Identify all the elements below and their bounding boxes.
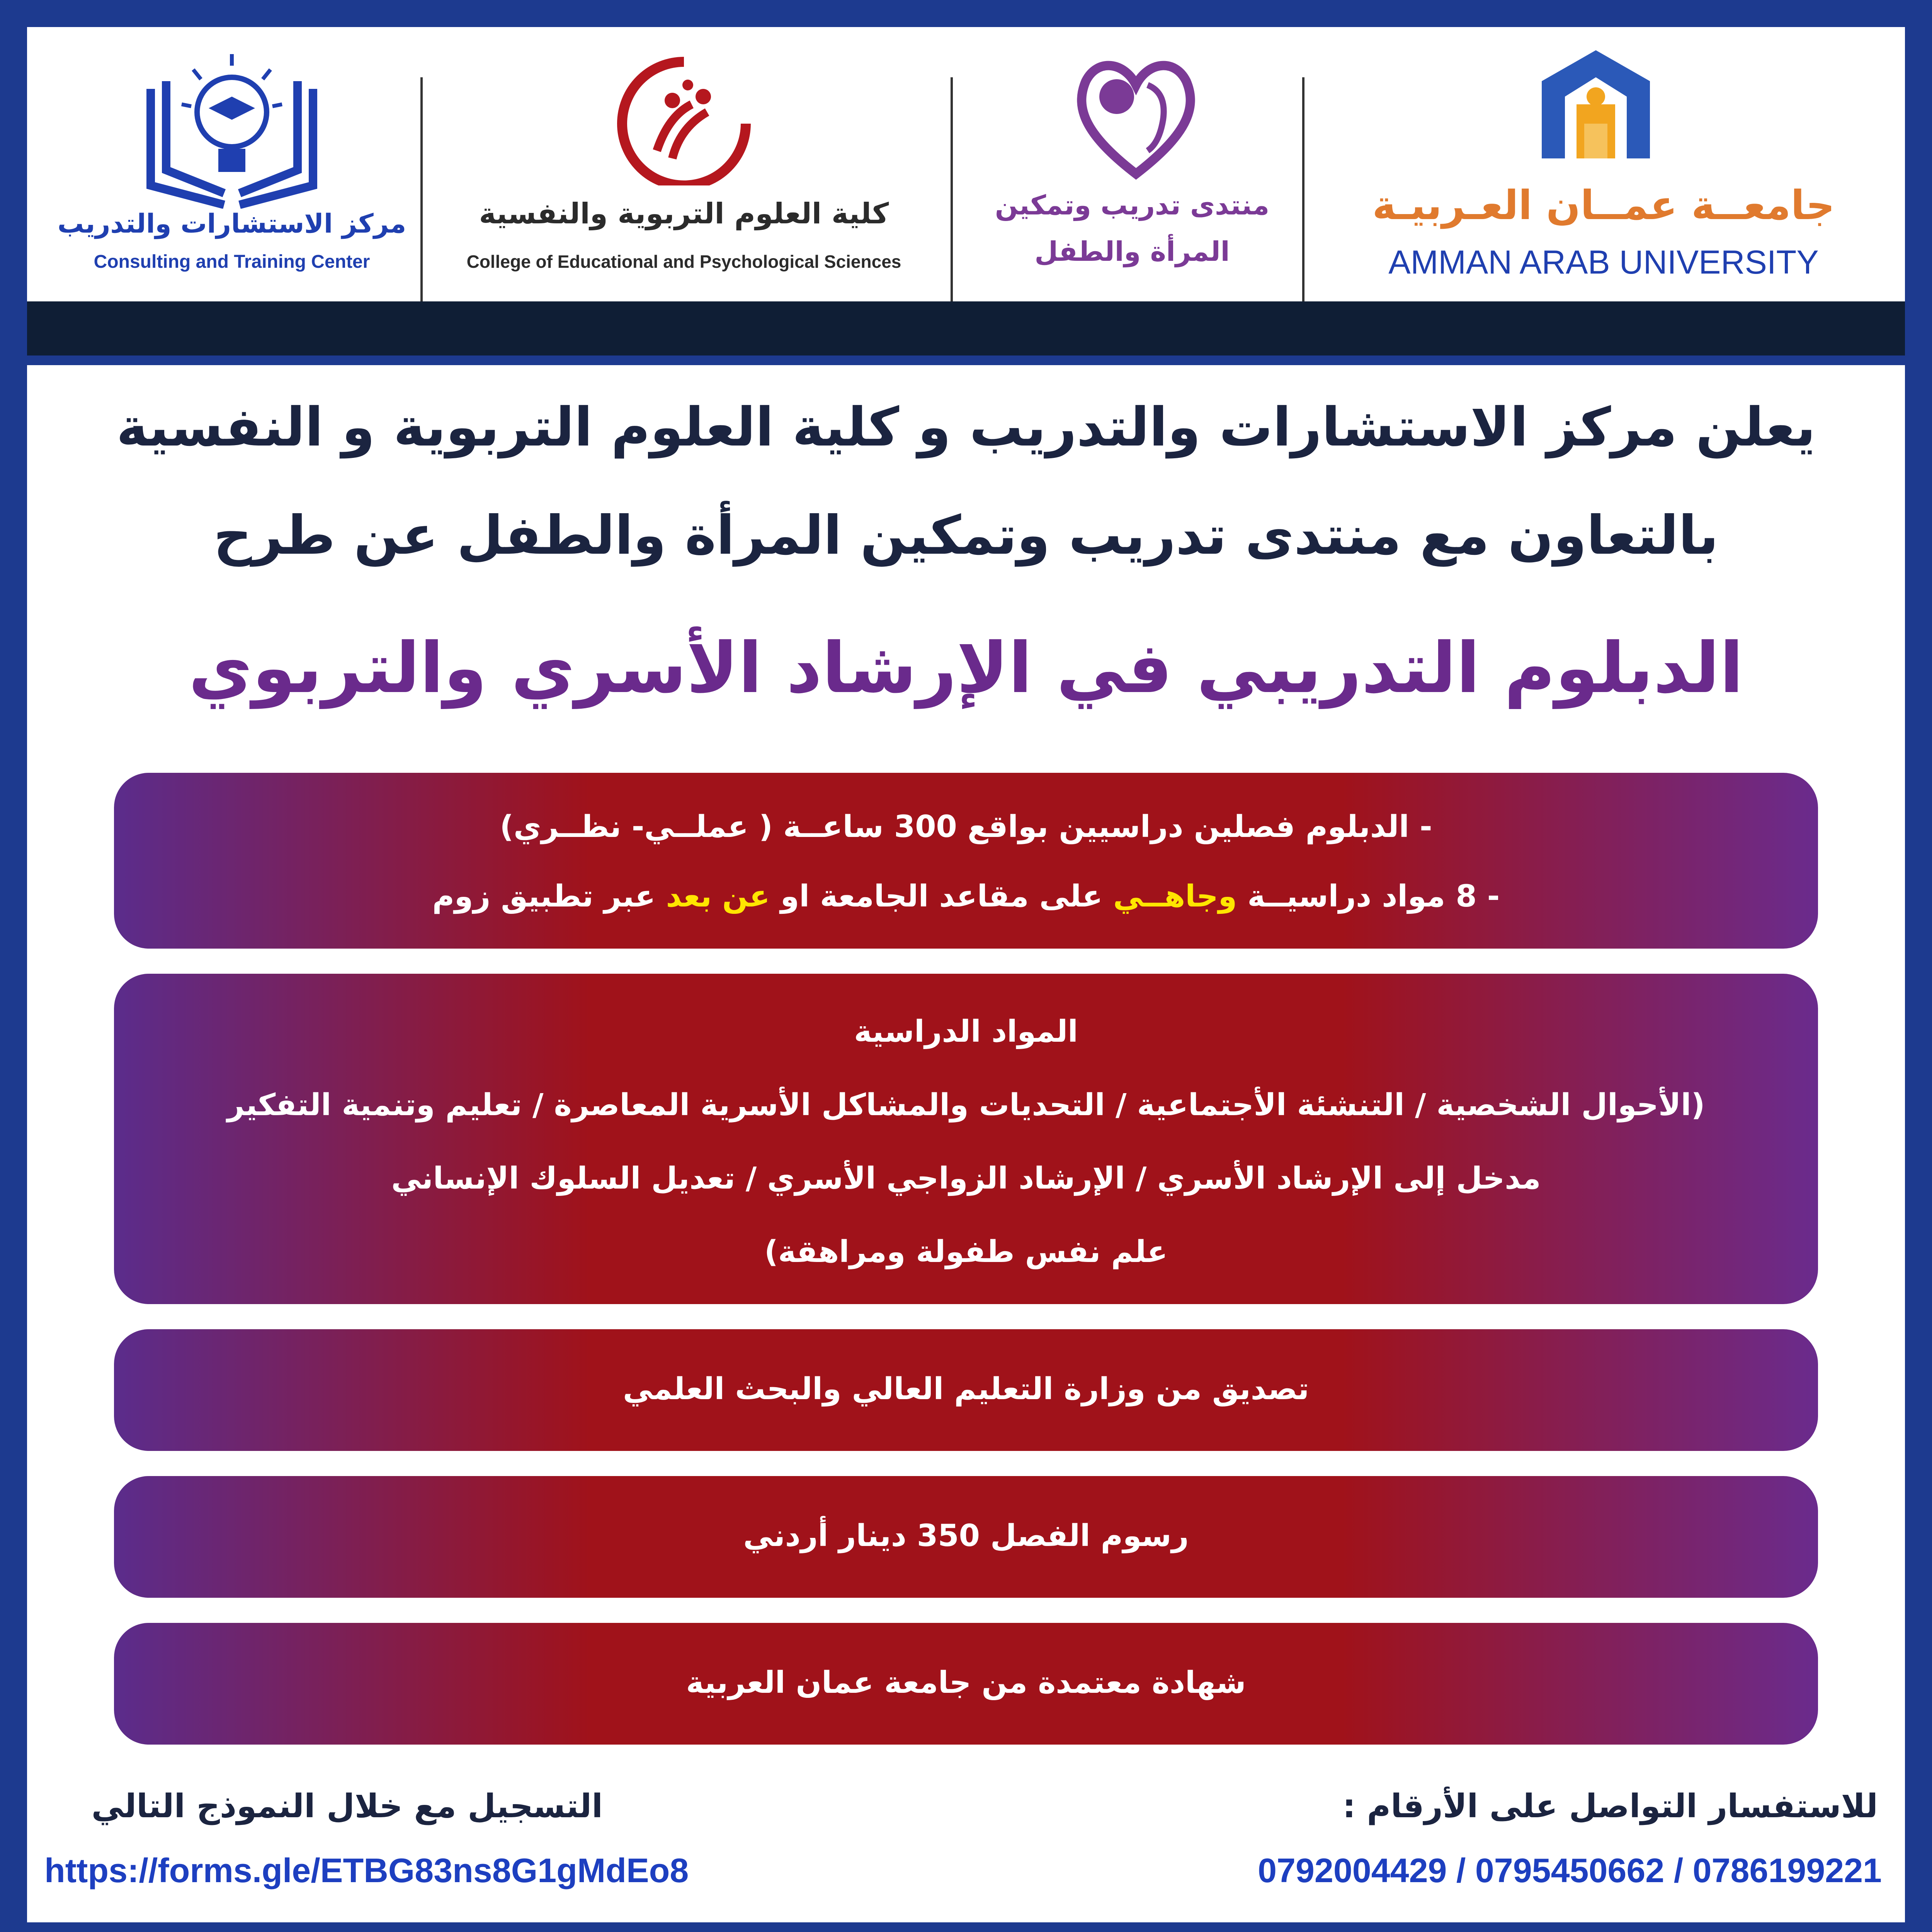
college-name-ar: كلية العلوم التربوية والنفسية (479, 197, 889, 230)
college-emblem-icon (614, 54, 753, 185)
header-dark-strip (27, 301, 1905, 355)
top-frame-bar (0, 0, 1932, 27)
courses-heading: المواد الدراسية (854, 1014, 1078, 1049)
college-name-en: College of Educational and Psychological Sciences (466, 252, 901, 272)
courses-line-2: مدخل إلى الإرشاد الأسري / الإرشاد الزواجي الأسري / تعديل السلوك الإنساني (391, 1161, 1541, 1196)
logo-divider (951, 77, 953, 305)
accreditation-text: تصديق من وزارة التعليم العالي والبحث العلمي (623, 1372, 1309, 1406)
phone-numbers[interactable]: 0792004429 / 0795450662 / 0786199221 (1258, 1851, 1882, 1889)
forum-name-line1: منتدى تدريب وتمكين (995, 189, 1270, 221)
forum-name-line2: المرأة والطفل (1034, 236, 1230, 267)
overview-line-1: - الدبلوم فصلين دراسيين بواقع 300 ساعــة ( عملــي- نظــري) (500, 810, 1432, 844)
diploma-title: الدبلوم التدريبي في الإرشاد الأسري والتربوي (189, 628, 1743, 709)
program-overview-box (114, 773, 1818, 949)
center-name-ar: مركز الاستشارات والتدريب (57, 209, 406, 239)
center-name-en: Consulting and Training Center (94, 252, 370, 272)
logo-divider (1302, 77, 1304, 305)
announcement-line-1: يعلن مركز الاستشارات والتدريب و كلية العلوم التربوية و النفسية (116, 396, 1816, 458)
fees-text: رسوم الفصل 350 دينار أردني (743, 1519, 1189, 1553)
fees-box (114, 1476, 1818, 1598)
overview-line-2-suffix: عبر تطبيق زوم (432, 879, 666, 914)
courses-line-1: (الأحوال الشخصية / التنشئة الأجتماعية / التحديات والمشاكل الأسرية المعاصرة / تعليم وتنمية التفكير (227, 1088, 1705, 1122)
overview-line-2-mid: على مقاعد الجامعة او (770, 879, 1113, 914)
book-bulb-icon (135, 46, 328, 209)
heart-woman-icon (1070, 50, 1202, 182)
overview-line-2 (114, 875, 1818, 918)
overview-line-2-prefix: - 8 مواد دراسيــة (1237, 879, 1500, 914)
forum-logo (962, 27, 1302, 301)
certificate-box (114, 1623, 1818, 1745)
announcement-panel (27, 365, 1905, 1922)
college-logo (429, 27, 939, 301)
center-logo (50, 27, 413, 301)
remote-highlight: عن بعد (666, 879, 770, 914)
aau-logo (1314, 27, 1893, 301)
aau-emblem-icon (1538, 46, 1654, 174)
register-label: التسجيل مع خلال النموذج التالي (91, 1787, 603, 1825)
logo-divider (420, 77, 423, 305)
registration-form-link[interactable]: https://forms.gle/ETBG83ns8G1gMdEo8 (44, 1851, 689, 1889)
courses-line-3: علم نفس طفولة ومراهقة) (764, 1235, 1168, 1269)
in-person-highlight: وجاهــي (1113, 879, 1237, 914)
courses-box (114, 974, 1818, 1304)
logo-header (27, 27, 1905, 301)
accreditation-box (114, 1329, 1818, 1451)
aau-name-en: AMMAN ARAB UNIVERSITY (1388, 244, 1819, 281)
inquiry-label: للاستفسار التواصل على الأرقام : (1342, 1787, 1878, 1825)
certificate-text: شهادة معتمدة من جامعة عمان العربية (686, 1665, 1246, 1700)
announcement-line-2: بالتعاون مع منتدى تدريب وتمكين المرأة والطفل عن طرح (213, 504, 1719, 566)
aau-name-ar: جامعــة عمــان العـربيـة (1372, 182, 1835, 229)
